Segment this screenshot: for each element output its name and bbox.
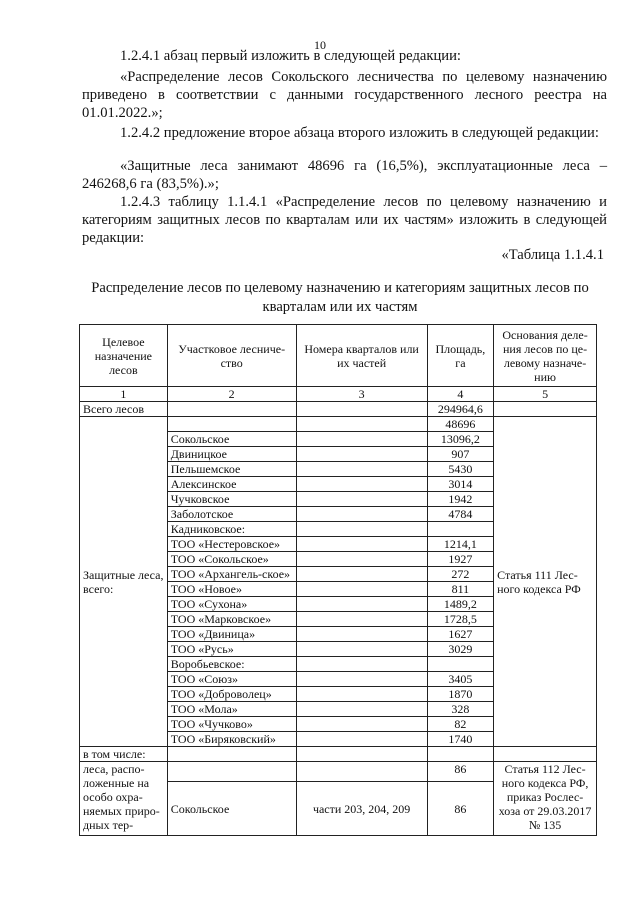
spna-area-total: 86 xyxy=(427,762,493,782)
forestry-area: 1870 xyxy=(427,687,493,702)
forestry-name: ТОО «Нестеровское» xyxy=(167,537,296,552)
protective-total: 48696 xyxy=(427,417,493,432)
quarters-cell xyxy=(296,687,427,702)
forestry-area: 1627 xyxy=(427,627,493,642)
quarters-cell xyxy=(296,477,427,492)
spna-total-row xyxy=(80,762,597,782)
quarters-cell xyxy=(296,552,427,567)
table-header-row xyxy=(80,325,597,387)
column-number-row xyxy=(80,387,597,402)
forestry-area: 328 xyxy=(427,702,493,717)
forestry-name: Алексинское xyxy=(167,477,296,492)
quarters-cell xyxy=(296,612,427,627)
spna-forestry: Сокольское xyxy=(167,782,296,836)
forestry-name: Чучковское xyxy=(167,492,296,507)
quarters-cell xyxy=(296,507,427,522)
paragraph-2: «Распределение лесов Сокольского лесничества по целевому назначению приведено в соответствии с данными государственного лесного реестра на 01.01.2022.»; xyxy=(82,69,607,121)
forestry-area xyxy=(427,657,493,672)
col-number: 4 xyxy=(427,387,493,402)
forestry-name: ТОО «Биряковский» xyxy=(167,732,296,747)
forestry-area: 3029 xyxy=(427,642,493,657)
quarters-cell xyxy=(296,522,427,537)
forestry-area: 1740 xyxy=(427,732,493,747)
forestry-name: Заболотское xyxy=(167,507,296,522)
forestry-name: ТОО «Двиница» xyxy=(167,627,296,642)
col-number: 3 xyxy=(296,387,427,402)
forestry-name: ТОО «Архангель-ское» xyxy=(167,567,296,582)
spna-basis: Статья 112 Лес-ного кодекса РФ, приказ Рослес-хоза от 29.03.2017 № 135 xyxy=(494,762,597,836)
protective-basis: Статья 111 Лес-ного кодекса РФ xyxy=(494,417,597,747)
forestry-name: ТОО «Чучково» xyxy=(167,717,296,732)
forestry-area: 1927 xyxy=(427,552,493,567)
forestry-area: 13096,2 xyxy=(427,432,493,447)
paragraph-4: «Защитные леса занимают 48696 га (16,5%), эксплуатационные леса – 246268,6 га (83,5%).»; xyxy=(82,158,607,192)
forestry-area: 907 xyxy=(427,447,493,462)
forestry-area: 1728,5 xyxy=(427,612,493,627)
quarters-cell xyxy=(296,672,427,687)
forestry-name: ТОО «Марковское» xyxy=(167,612,296,627)
including-label: в том числе: xyxy=(80,747,168,762)
paragraph-5: 1.2.4.3 таблицу 1.1.4.1 «Распределение лесов по целевому назначению и категориям защитных лесов по кварталам или их частям» изложить в следующей редакции: xyxy=(82,194,607,246)
table-reference: «Таблица 1.1.4.1 xyxy=(501,247,604,263)
forestry-name: Кадниковское: xyxy=(167,522,296,537)
protective-label: Защитные леса, всего: xyxy=(80,417,168,747)
forestry-name: ТОО «Союз» xyxy=(167,672,296,687)
col-number: 1 xyxy=(80,387,168,402)
quarters-cell xyxy=(296,642,427,657)
quarters-cell xyxy=(296,582,427,597)
forestry-area: 1489,2 xyxy=(427,597,493,612)
total-row xyxy=(80,402,597,417)
col-number: 2 xyxy=(167,387,296,402)
forestry-area: 1214,1 xyxy=(427,537,493,552)
header-basis: Основания деле-ния лесов по це-левому назначе-нию xyxy=(494,325,597,387)
table-caption: Распределение лесов по целевому назначению и категориям защитных лесов по кварталам или их частям xyxy=(91,280,589,315)
quarters-cell xyxy=(296,657,427,672)
quarters-cell xyxy=(296,702,427,717)
spna-quarters: части 203, 204, 209 xyxy=(296,782,427,836)
col-number: 5 xyxy=(494,387,597,402)
forestry-area: 272 xyxy=(427,567,493,582)
forestry-name: ТОО «Доброволец» xyxy=(167,687,296,702)
quarters-cell xyxy=(296,717,427,732)
forestry-name: Сокольское xyxy=(167,432,296,447)
spna-label: леса, распо-ложенные на особо охра-няемых приро-дных тер- xyxy=(80,762,168,836)
forestry-area xyxy=(427,522,493,537)
forestry-name: Пельшемское xyxy=(167,462,296,477)
forestry-area: 1942 xyxy=(427,492,493,507)
paragraph-3: 1.2.4.2 предложение второе абзаца второго изложить в следующей редакции: xyxy=(120,125,599,141)
header-area: Площадь, га xyxy=(427,325,493,387)
quarters-cell xyxy=(296,627,427,642)
forestry-area: 82 xyxy=(427,717,493,732)
header-purpose: Целевое назначение лесов xyxy=(80,325,168,387)
forestry-name: Воробьевское: xyxy=(167,657,296,672)
quarters-cell xyxy=(296,567,427,582)
forestry-name: ТОО «Новое» xyxy=(167,582,296,597)
total-label: Всего лесов xyxy=(80,402,168,417)
quarters-cell xyxy=(296,597,427,612)
spna-area: 86 xyxy=(427,782,493,836)
forestry-name: ТОО «Мола» xyxy=(167,702,296,717)
quarters-cell xyxy=(296,732,427,747)
header-forestry: Участковое лесниче-ство xyxy=(167,325,296,387)
forestry-name: ТОО «Сухона» xyxy=(167,597,296,612)
forest-distribution-table xyxy=(79,324,597,836)
forestry-area: 811 xyxy=(427,582,493,597)
protective-total-row xyxy=(80,417,597,432)
forestry-name: ТОО «Русь» xyxy=(167,642,296,657)
quarters-cell xyxy=(296,492,427,507)
total-area: 294964,6 xyxy=(427,402,493,417)
quarters-cell xyxy=(296,537,427,552)
forestry-area: 3014 xyxy=(427,477,493,492)
quarters-cell xyxy=(296,447,427,462)
quarters-cell xyxy=(296,462,427,477)
forestry-name: Двиницкое xyxy=(167,447,296,462)
including-row xyxy=(80,747,597,762)
forestry-area: 3405 xyxy=(427,672,493,687)
forestry-name: ТОО «Сокольское» xyxy=(167,552,296,567)
forestry-area: 5430 xyxy=(427,462,493,477)
header-quarters: Номера кварталов или их частей xyxy=(296,325,427,387)
forestry-area: 4784 xyxy=(427,507,493,522)
quarters-cell xyxy=(296,432,427,447)
page-number: 10 xyxy=(314,38,326,52)
paragraph-1: 1.2.4.1 абзац первый изложить в следующей редакции: xyxy=(120,48,461,64)
